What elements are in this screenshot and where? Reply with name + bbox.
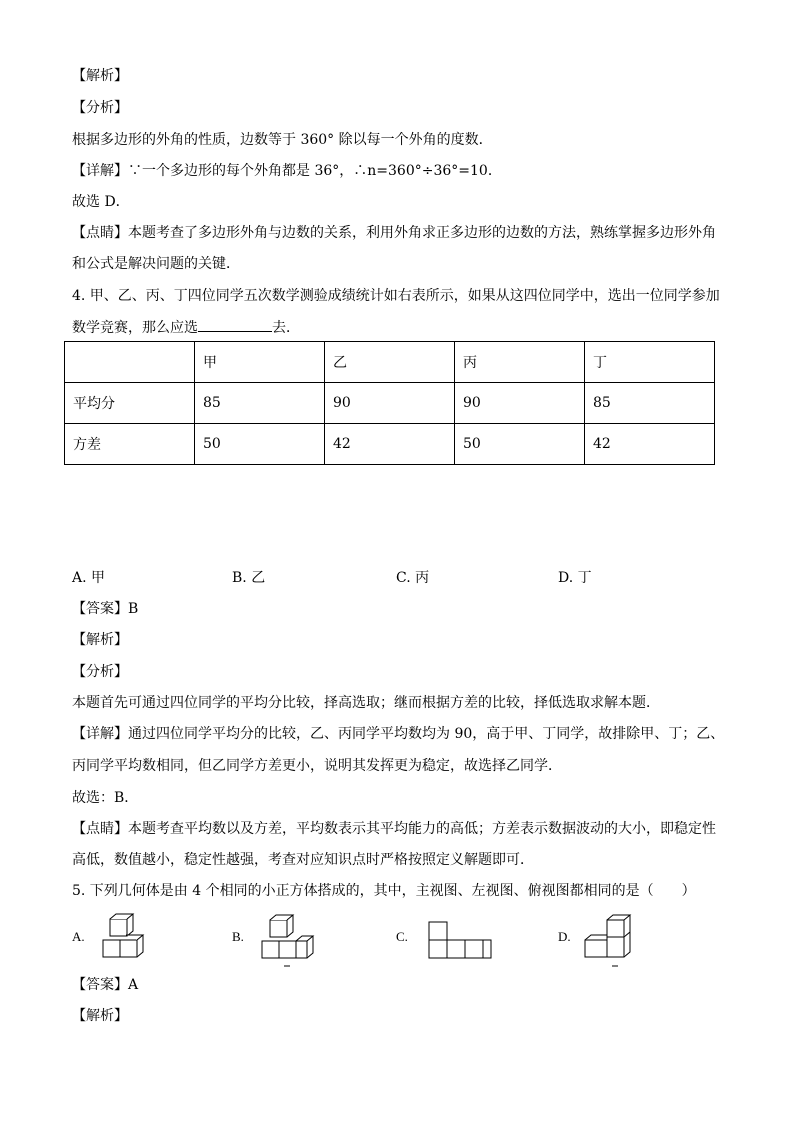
fenxi-text: 根据多边形的外角的性质，边数等于 360° 除以每一个外角的度数． — [72, 132, 493, 148]
guxuan-text: 故选 D． — [72, 194, 130, 210]
table-cell: 50 — [455, 424, 585, 465]
table-cell: 42 — [325, 424, 455, 465]
cube-figure-d — [580, 912, 640, 970]
question-5-stem: 5. 下列几何体是由 4 个相同的小正方体搭成的，其中，主视图、左视图、俯视图都相同的是（ ） — [72, 883, 696, 899]
option-b: B. 乙 — [232, 570, 266, 586]
option-a: A. 甲 — [72, 570, 106, 586]
dianjing-text-line1: 【点睛】本题考查了多边形外角与边数的关系，利用外角求正多边形的边数的方法，熟练掌握多边形外角 — [72, 225, 716, 241]
table-cell: 平均分 — [65, 383, 195, 424]
xiangjie-text-line2: 丙同学平均数相同，但乙同学方差更小，说明其发挥更为稳定，故选择乙同学． — [72, 758, 562, 774]
question-4-stem-suffix: 去． — [272, 320, 300, 336]
table-cell: 50 — [195, 424, 325, 465]
cube-figure-b — [258, 912, 320, 970]
answer-line: 【答案】A — [72, 977, 139, 993]
table-cell: 90 — [455, 383, 585, 424]
fenxi-text: 本题首先可通过四位同学的平均分比较，择高选取；继而根据方差的比较，择低选取求解本题． — [72, 695, 660, 711]
dianjing-text-line2: 和公式是解决问题的关键． — [72, 256, 240, 272]
table-row — [65, 424, 715, 465]
table-header-cell — [65, 342, 195, 383]
table-header-row — [65, 342, 715, 383]
fenxi-heading: 【分析】 — [72, 664, 128, 680]
table-cell: 85 — [195, 383, 325, 424]
figure-label-c: C. — [396, 929, 408, 944]
table-header-cell: 丁 — [585, 342, 715, 383]
jiexi-heading: 【解析】 — [72, 1008, 128, 1024]
figure-label-a: A. — [72, 929, 85, 944]
table-header-cell: 甲 — [195, 342, 325, 383]
xiangjie-text-line1: 【详解】通过四位同学平均分的比较，乙、丙同学平均数均为 90，高于甲、丁同学，故排除甲、丁；乙、 — [72, 726, 725, 742]
table-header-cell: 丙 — [455, 342, 585, 383]
cube-figure-a — [100, 912, 156, 964]
answer-blank — [198, 317, 272, 332]
table-cell: 85 — [585, 383, 715, 424]
score-table — [64, 341, 715, 465]
question-4-stem-line1: 4. 甲、乙、丙、丁四位同学五次数学测验成绩统计如右表所示，如果从这四位同学中，选出一位同学参加 — [72, 288, 720, 304]
option-d: D. 丁 — [558, 570, 592, 586]
table-row — [65, 383, 715, 424]
answer-line: 【答案】B — [72, 601, 139, 617]
fenxi-heading: 【分析】 — [72, 100, 128, 116]
guxuan-text: 故选：B． — [72, 790, 139, 806]
question-4-stem-prefix: 数学竞赛，那么应选 — [72, 320, 198, 336]
cube-figure-c — [424, 912, 498, 964]
jiexi-heading: 【解析】 — [72, 632, 128, 648]
jiexi-heading: 【解析】 — [72, 68, 128, 84]
option-c: C. 丙 — [396, 570, 430, 586]
figure-label-b: B. — [232, 929, 244, 944]
table-cell: 方差 — [65, 424, 195, 465]
figure-label-d: D. — [558, 929, 571, 944]
question-4-stem-line2 — [72, 317, 300, 338]
dianjing-text-line1: 【点睛】本题考查平均数以及方差，平均数表示其平均能力的高低；方差表示数据波动的大小，即稳定性 — [72, 821, 716, 837]
table-header-cell: 乙 — [325, 342, 455, 383]
table-cell: 42 — [585, 424, 715, 465]
table-cell: 90 — [325, 383, 455, 424]
dianjing-text-line2: 高低，数值越小，稳定性越强，考查对应知识点时严格按照定义解题即可． — [72, 852, 534, 868]
xiangjie-text: 【详解】∵一个多边形的每个外角都是 36°，∴n=360°÷36°=10． — [72, 163, 502, 179]
